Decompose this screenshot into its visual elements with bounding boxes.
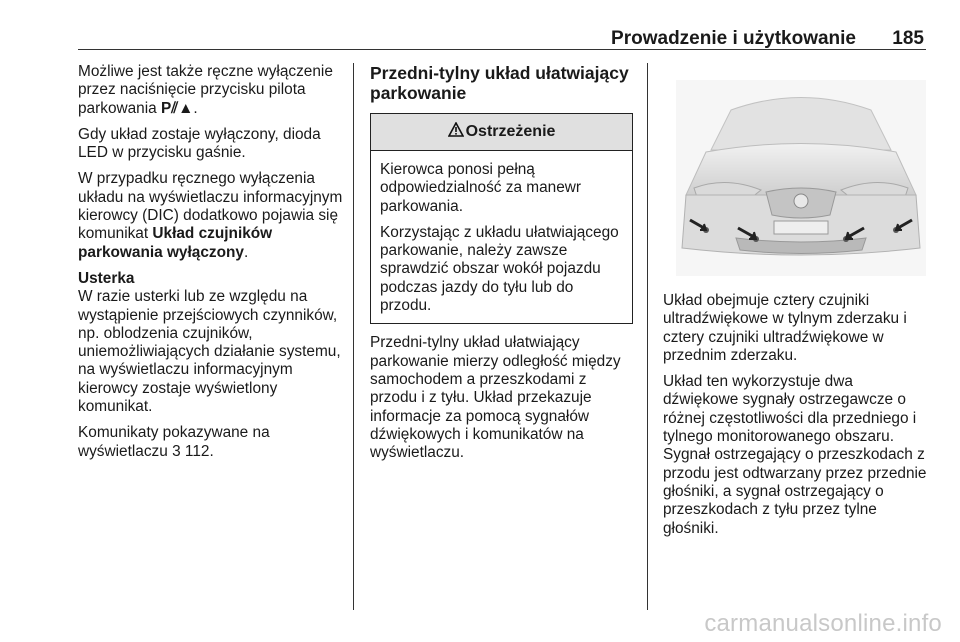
column-1 xyxy=(78,63,348,469)
warning-paragraph-2: Korzystając z układu ułatwiającego parkowanie, należy zawsze sprawdzić obszar wokół pojazdu podczas jazdy do tyłu lub do przodu. xyxy=(380,223,619,315)
watermark: carmanualsonline.info xyxy=(704,610,942,637)
car-front-illustration xyxy=(676,80,926,276)
page-number: 185 xyxy=(892,28,924,49)
column-divider-1 xyxy=(353,63,354,610)
paragraph-led-off: Gdy układ zostaje wyłączony, dioda LED w przycisku gaśnie. xyxy=(78,125,321,162)
paragraph-warning-signals: Układ ten wykorzystuje dwa dźwiękowe sygnały ostrzegawcze o różnej częstotliwości dla przedniego i tylnego monitorowanego obszaru. Sygnał ostrzegający o przeszkodach z przodu jest odtwarzany przez przednie głośniki, a sygnał ostrzegający o przeszkodach z tyłu przez tylne głośniki. xyxy=(663,373,927,537)
paragraph-messages-ref: Komunikaty pokazywane na wyświetlaczu 3 112. xyxy=(78,424,270,460)
page-reference-link[interactable]: 3 112 xyxy=(172,442,210,460)
paragraph-system-description: Przedni-tylny układ ułatwiający parkowanie mierzy odległość między samochodem a przeszkodami z przodu i z tyłu. Układ przekazuje informacje za pomocą sygnałów dźwiękowych i komunikatów na wyświetlaczu. xyxy=(370,334,621,462)
column-3 xyxy=(663,292,929,546)
warning-box xyxy=(370,113,633,324)
header-rule xyxy=(78,49,926,50)
warning-paragraph-1: Kierowca ponosi pełną odpowiedzialność za manewr parkowania. xyxy=(380,161,582,215)
paragraph-dic-message: W przypadku ręcznego wyłączenia układu na wyświetlaczu informacyjnym kierowcy (DIC) dodatkowo pojawia się komunikat Układ czujników parkowania wyłączony. xyxy=(78,170,343,261)
warning-body xyxy=(371,151,632,323)
column-2 xyxy=(370,63,633,470)
dic-message-text: Układ czujników parkowania wyłączony xyxy=(78,225,273,261)
warning-triangle-icon xyxy=(448,122,464,142)
column-divider-2 xyxy=(647,63,648,610)
fault-heading: Usterka xyxy=(78,269,135,287)
park-assist-icon: P⫽▲ xyxy=(161,99,194,117)
paragraph-manual-off: Możliwe jest także ręczne wyłączenie przez naciśnięcie przycisku pilota parkowania P⫽▲. xyxy=(78,63,333,117)
warning-label: Ostrzeżenie xyxy=(465,122,556,140)
paragraph-fault: W razie usterki lub ze względu na wystąpienie przejściowych czynników, np. oblodzenia czujników, uniemożliwiających działanie systemu, na wyświetlaczu informacyjnym kierowcy zostaje wyświetlony komunikat. xyxy=(78,288,341,416)
paragraph-sensors: Układ obejmuje cztery czujniki ultradźwiękowe w tylnym zderzaku i cztery czujniki ultradźwiękowe w przednim zderzaku. xyxy=(663,292,907,364)
header-title: Prowadzenie i użytkowanie xyxy=(611,28,856,49)
warning-header xyxy=(371,114,632,151)
section-title: Przedni-tylny układ ułatwiający parkowanie xyxy=(370,63,629,103)
page-header xyxy=(78,28,926,50)
